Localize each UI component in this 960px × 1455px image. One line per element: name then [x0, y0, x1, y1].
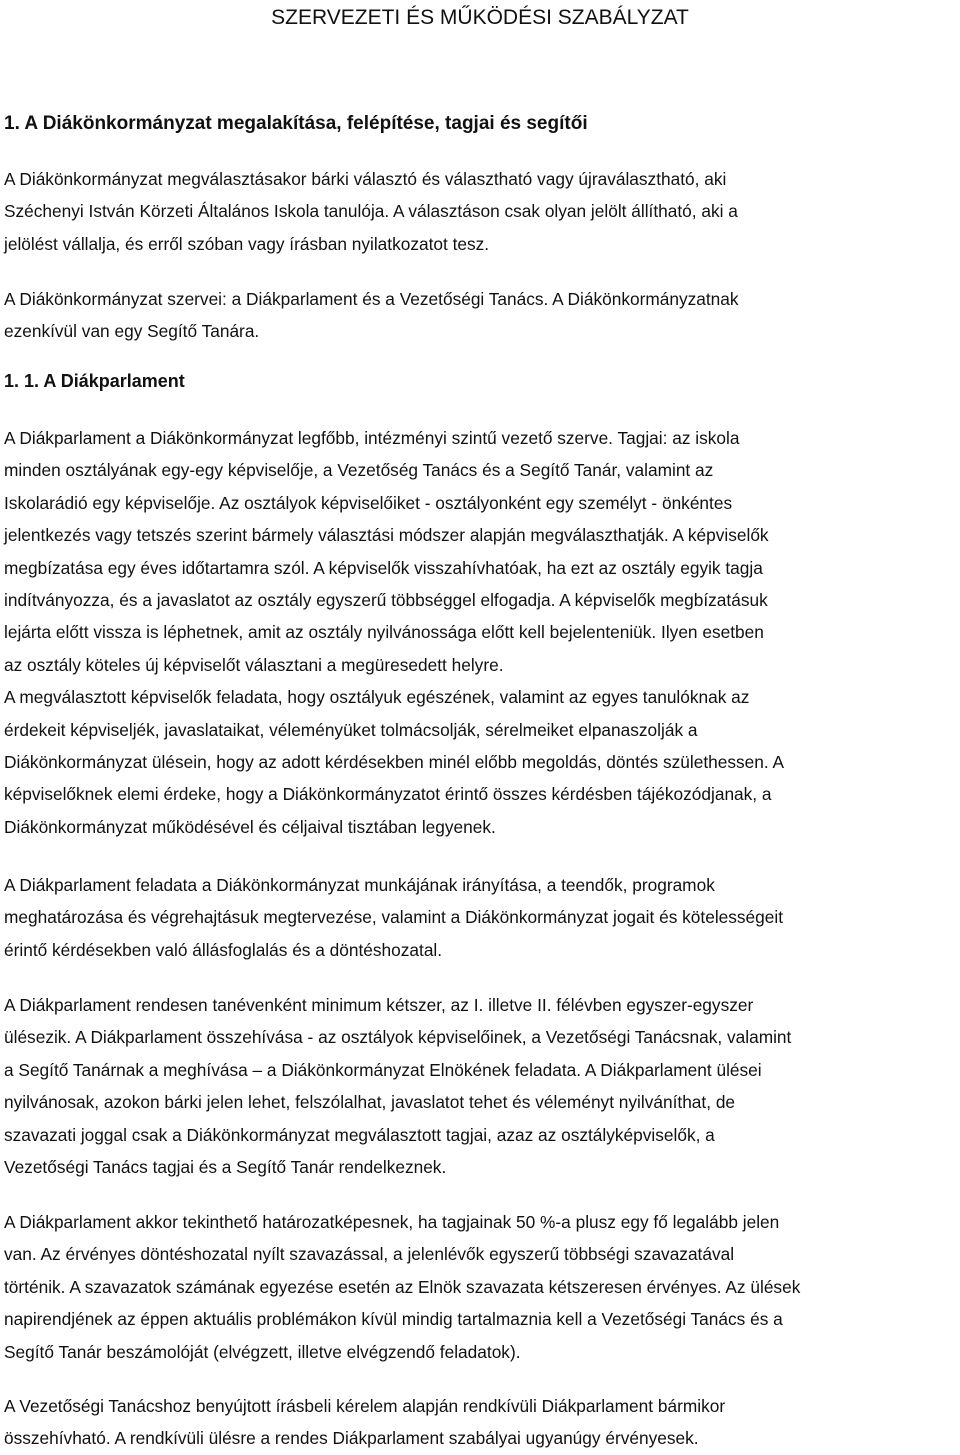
text-line: Vezetőségi Tanács tagjai és a Segítő Tanár rendelkeznek. — [4, 1157, 447, 1178]
text-line: indítványozza, és a javaslatot az osztály egyszerű többséggel elfogadja. A képviselők megbízatásuk — [4, 590, 768, 611]
text-line: nyilvánosak, azokon bárki jelen lehet, felszólalhat, javaslatot tehet és véleményt nyilváníthat, de — [4, 1092, 736, 1113]
text-line: Diákönkormányzat ülésein, hogy az adott kérdésekben minél előbb megoldás, döntés születhessen. A — [4, 752, 785, 773]
text-line: ezenkívül van egy Segítő Tanára. — [4, 321, 260, 342]
text-line: A Diákparlament rendesen tanévenként minimum kétszer, az I. illetve II. félévben egyszer-egyszer — [4, 995, 754, 1015]
text-line: összehívható. A rendkívüli ülésre a rendes Diákparlament szabályai ugyanúgy érvényesek. — [4, 1428, 699, 1449]
text-line: lejárta előtt vissza is léphetnek, amit az osztály nyilvánossága előtt kell bejelenteniük. Ilyen esetben — [4, 622, 764, 643]
document-title: SZERVEZETI ÉS MŰKÖDÉSI SZABÁLYZAT — [271, 6, 689, 29]
text-line: megbízatása egy éves időtartamra szól. A képviselők visszahívhatóak, ha ezt az osztály egyik tagja — [4, 557, 763, 578]
text-line: A Vezetőségi Tanácshoz benyújtott írásbeli kérelem alapján rendkívüli Diákparlament bármikor — [4, 1396, 726, 1416]
text-line: Széchenyi István Körzeti Általános Iskola tanulója. A választáson csak olyan jelölt állítható, aki a — [4, 201, 738, 222]
text-line: A Diákönkormányzat szervei: a Diákparlament és a Vezetőségi Tanács. A Diákönkormányzatnak — [4, 289, 739, 309]
text-line: A Diákönkormányzat megválasztásakor bárki választó és választható vagy újraválasztható, aki — [4, 169, 727, 189]
paragraph-quorum — [4, 1206, 956, 1368]
text-line: minden osztályának egy-egy képviselője, a Vezetőség Tanács és a Segítő Tanár, valamint az — [4, 460, 714, 481]
text-line: A megválasztott képviselők feladata, hogy osztályuk egészének, valamint az egyes tanulóknak az — [4, 687, 750, 708]
text-line: meghatározása és végrehajtásuk megtervezése, valamint a Diákönkormányzat jogait és kötelességeit — [4, 907, 784, 928]
text-line: A Diákparlament akkor tekinthető határozatképesnek, ha tagjainak 50 %-a plusz egy fő legalább jelen — [4, 1212, 780, 1232]
text-line: Diákönkormányzat működésével és céljaival tisztában legyenek. — [4, 816, 496, 837]
text-line: jelölést vállalja, és erről szóban vagy írásban nyilatkozatot tesz. — [4, 233, 490, 254]
text-line: A Diákparlament a Diákönkormányzat legfőbb, intézményi szintű vezető szerve. Tagjai: az iskola — [4, 428, 740, 448]
text-line: érintő kérdésekben való állásfoglalás és a döntéshozatal. — [4, 939, 443, 960]
text-line: érdekeit képviseljék, javaslataikat, véleményüket tolmácsolják, sérelmeiket elpanaszolják a — [4, 719, 698, 740]
text-line: ülésezik. A Diákparlament összehívása - az osztályok képviselőinek, a Vezetőségi Tanácsnak, valamint — [4, 1027, 792, 1048]
text-line: van. Az érvényes döntéshozatal nyílt szavazással, a jelenlévők egyszerű többségi szavazatával — [4, 1244, 735, 1265]
text-line: napirendjének az éppen aktuális problémákon kívül mindig tartalmaznia kell a Vezetőségi Tanács és a — [4, 1309, 783, 1330]
paragraph-bodies — [4, 283, 956, 348]
document-page — [4, 0, 956, 1449]
text-line: képviselőknek elemi érdeke, hogy a Diákönkormányzatot érintő összes kérdésben tájékozódjanak, a — [4, 784, 772, 805]
text-line: a Segítő Tanárnak a meghívása – a Diákönkormányzat Elnökének feladata. A Diákparlament ülései — [4, 1059, 762, 1080]
section-heading: 1. A Diákönkormányzat megalakítása, felépítése, tagjai és segítői — [4, 113, 588, 134]
paragraph-parliament-tasks — [4, 869, 956, 966]
paragraph-extraordinary — [4, 1390, 956, 1455]
text-line: az osztály köteles új képviselőt választani a megüresedett helyre. — [4, 654, 504, 675]
text-line: A Diákparlament feladata a Diákönkormányzat munkájának irányítása, a teendők, programok — [4, 875, 715, 895]
text-line: szavazati joggal csak a Diákönkormányzat megválasztott tagjai, azaz az osztályképviselők, a — [4, 1124, 715, 1145]
subsection-heading: 1. 1. A Diákparlament — [4, 371, 185, 391]
text-line: jelentkezés vagy tetszés szerint bármely választási módszer alapján megválaszthatják. A képviselők — [4, 525, 769, 546]
text-line: történik. A szavazatok számának egyezése esetén az Elnök szavazata kétszeresen érvényes. Az ülések — [4, 1276, 801, 1297]
paragraph-parliament-members — [4, 422, 956, 843]
text-line: Iskolarádió egy képviselője. Az osztályok képviselőiket - osztályonként egy személyt - önkéntes — [4, 492, 733, 513]
text-line: Segítő Tanár beszámolóját (elvégzett, illetve elvégzendő feladatok). — [4, 1341, 521, 1362]
paragraph-sessions — [4, 989, 956, 1183]
paragraph-eligibility — [4, 163, 956, 260]
